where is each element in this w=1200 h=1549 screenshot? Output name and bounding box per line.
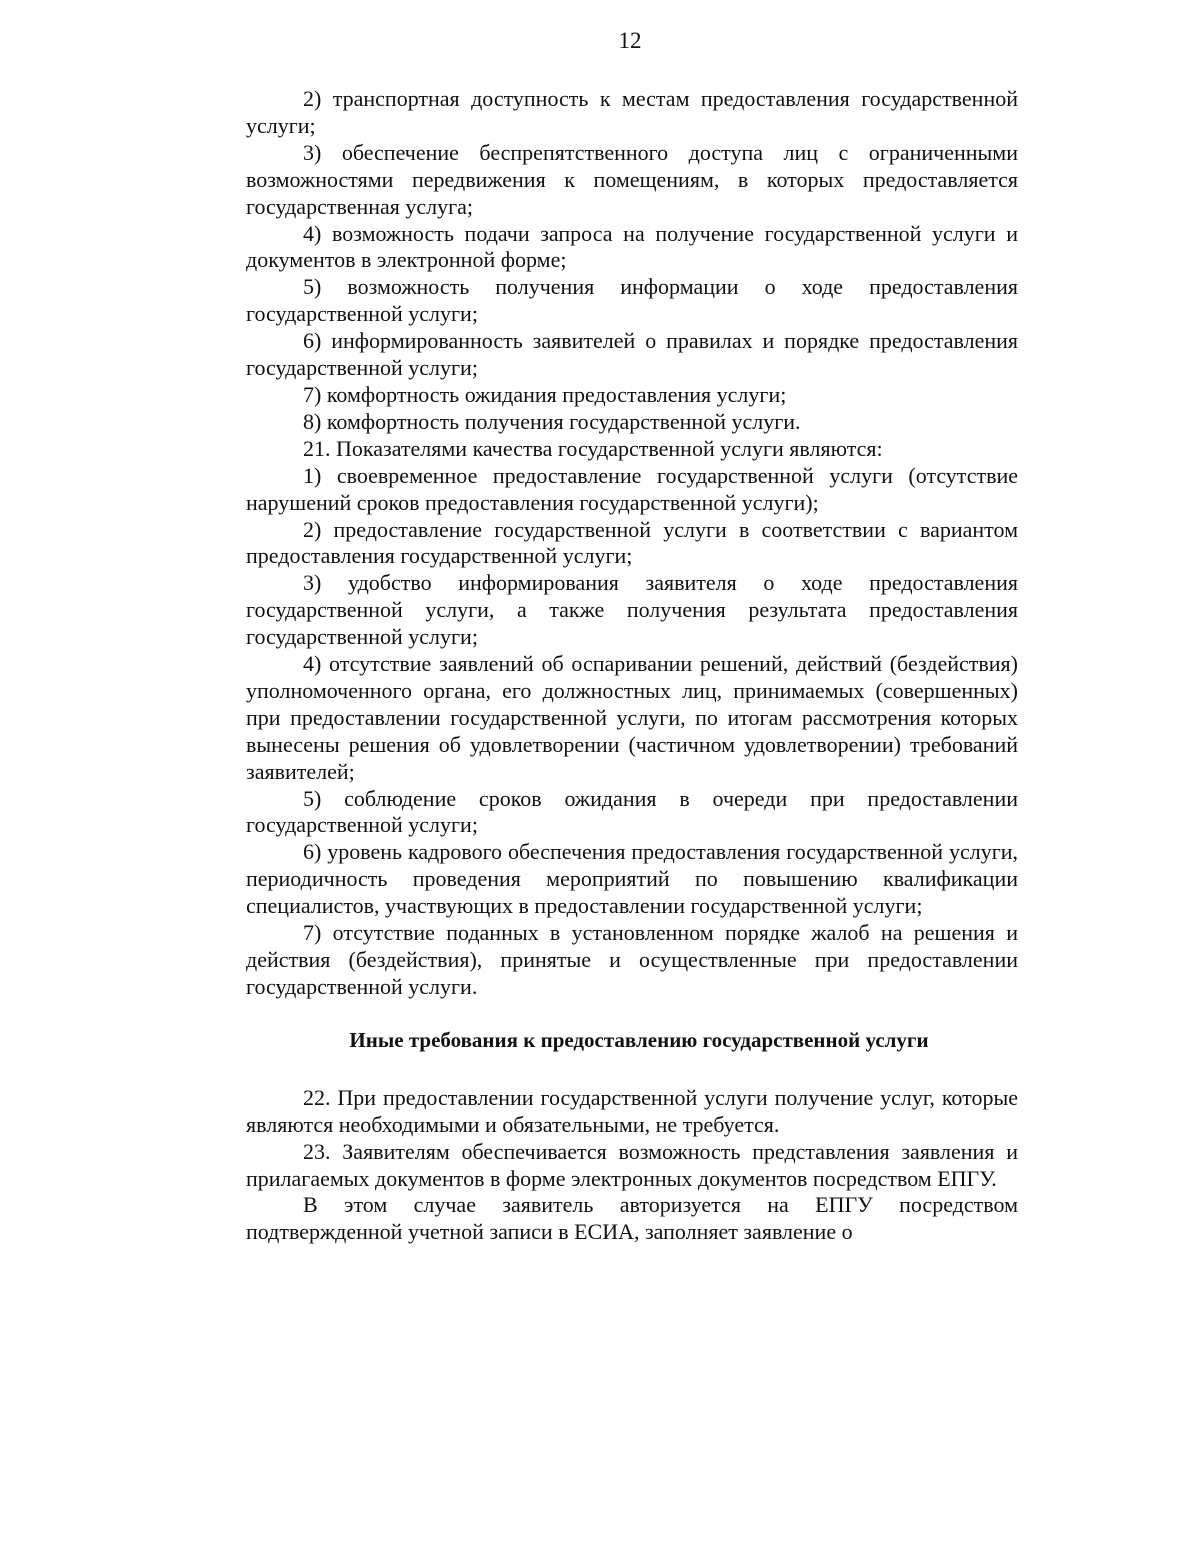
section-heading: Иные требования к предоставлению государственной услуги [349, 1027, 929, 1052]
paragraph-item-6-awareness: 6) информированность заявителей о правилах и порядке предоставления государственной услуги; [246, 328, 1018, 381]
paragraph-item-2-transport: 2) транспортная доступность к местам предоставления государственной услуги; [246, 86, 1018, 138]
paragraph-item-5-information: 5) возможность получения информации о ходе предоставления государственной услуги; [246, 274, 1018, 327]
paragraph-quality-5: 5) соблюдение сроков ожидания в очереди при предоставлении государственной услуги; [246, 785, 1018, 838]
document-body [246, 86, 1018, 1246]
paragraph-clause-21: 21. Показателями качества государственной услуги являются: [303, 435, 883, 461]
paragraph-item-7-waiting: 7) комфортность ожидания предоставления услуги; [303, 381, 787, 407]
paragraph-authorization: В этом случае заявитель авторизуется на ЕПГУ посредством подтвержденной учетной записи в ЕСИА, заполняет заявление о [246, 1192, 1018, 1245]
paragraph-quality-3: 3) удобство информирования заявителя о ходе предоставления государственной услуги, а также получения результата предоставления государственной услуги; [246, 570, 1018, 650]
paragraph-item-4-electronic: 4) возможность подачи запроса на получение государственной услуги и документов в электронной форме; [246, 220, 1018, 273]
paragraph-clause-23: 23. Заявителям обеспечивается возможность представления заявления и прилагаемых документов в форме электронных документов посредством ЕПГУ. [246, 1138, 1018, 1191]
paragraph-clause-22: 22. При предоставлении государственной услуги получение услуг, которые являются необходимыми и обязательными, не требуется. [246, 1084, 1018, 1137]
paragraph-item-8-comfort: 8) комфортность получения государственной услуги. [303, 408, 801, 434]
paragraph-quality-2: 2) предоставление государственной услуги в соответствии с вариантом предоставления государственной услуги; [246, 516, 1018, 569]
page-number: 12 [618, 28, 642, 53]
paragraph-quality-1: 1) своевременное предоставление государственной услуги (отсутствие нарушений сроков предоставления государственной услуги); [246, 462, 1018, 515]
paragraph-quality-7: 7) отсутствие поданных в установленном порядке жалоб на решения и действия (бездействия), принятые и осуществленные при предоставлении государственной услуги. [246, 920, 1018, 999]
paragraph-quality-6: 6) уровень кадрового обеспечения предоставления государственной услуги, периодичность проведения мероприятий по повышению квалификации специалистов, участвующих в предоставлении государственной услуги; [246, 839, 1018, 919]
paragraph-item-3-access: 3) обеспечение беспрепятственного доступа лиц с ограниченными возможностями передвижения к помещениям, в которых предоставляется государственная услуга; [246, 139, 1018, 219]
paragraph-quality-4: 4) отсутствие заявлений об оспаривании решений, действий (бездействия) уполномоченного органа, его должностных лиц, принимаемых (совершенных) при предоставлении государственной услуги, по итогам рассмотрения которых вынесены решения об удовлетворении (частичном удовлетворении) требований заявителей; [246, 651, 1018, 784]
